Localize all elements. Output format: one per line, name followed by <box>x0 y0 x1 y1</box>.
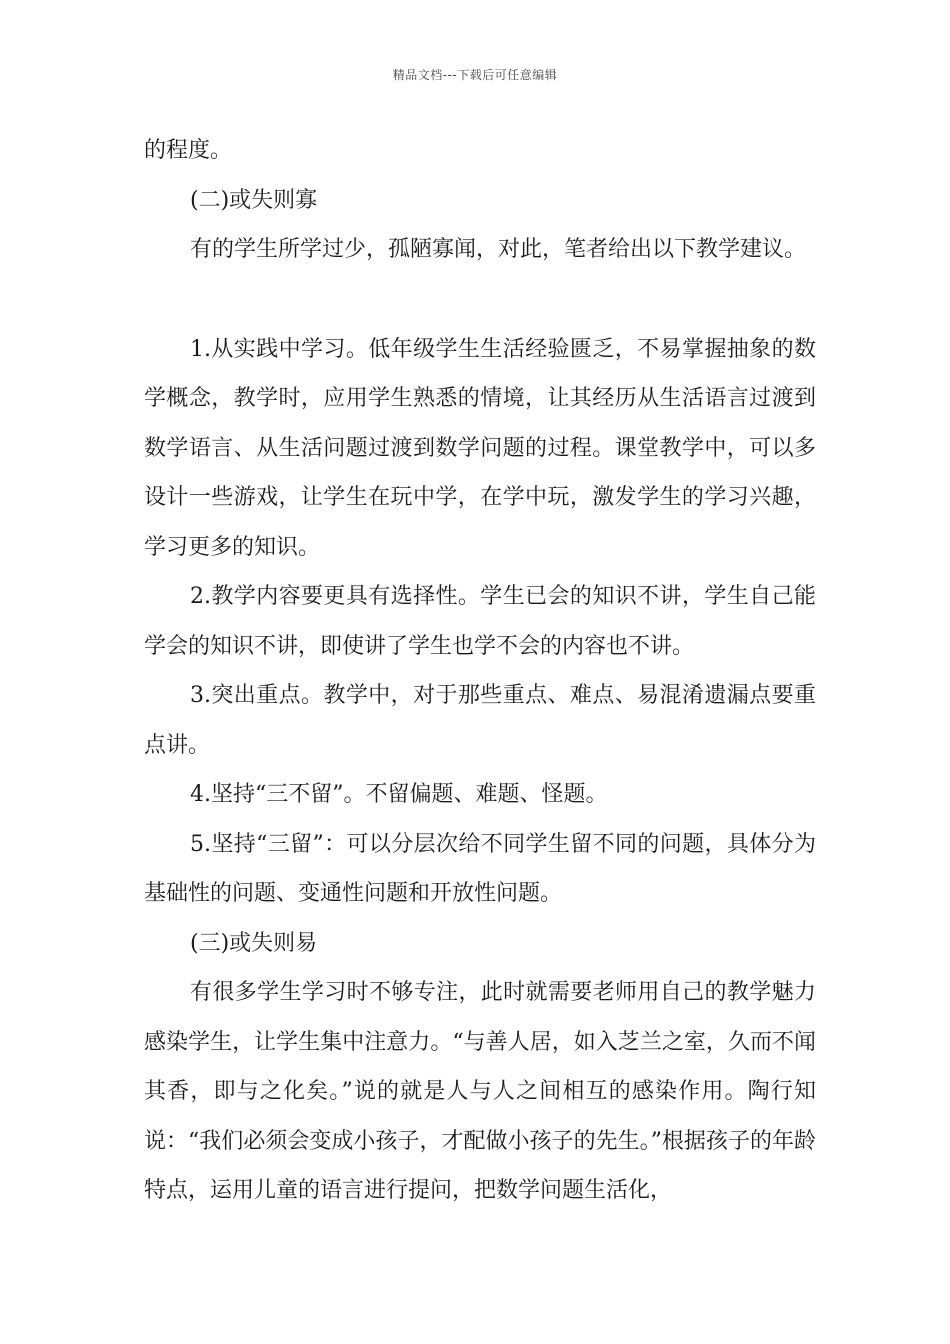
list-item-2: 2.教学内容要更具有选择性。学生已会的知识不讲，学生自己能学会的知识不讲，即使讲了学生也学不会的内容也不讲。 <box>144 584 816 659</box>
document-body <box>144 126 816 1216</box>
paragraph-intro: 有的学生所学过少，孤陋寡闻，对此，笔者给出以下教学建议。 <box>190 237 807 262</box>
list-item-4: 4.坚持“三不留”。不留偏题、难题、怪题。 <box>190 782 608 807</box>
list-item-5: 5.坚持“三留”：可以分层次给不同学生留不同的问题，具体分为基础性的问题、变通性问题和开放性问题。 <box>144 831 816 906</box>
list-item-1: 1.从实践中学习。低年级学生生活经验匮乏，不易掌握抽象的数学概念，教学时，应用学生熟悉的情境，让其经历从生活语言过渡到数学语言、从生活问题过渡到数学问题的过程。课堂教学中，可以多设计一些游戏，让学生在玩中学，在学中玩，激发学生的学习兴趣，学习更多的知识。 <box>144 336 816 560</box>
list-item-3: 3.突出重点。教学中，对于那些重点、难点、易混淆遗漏点要重点讲。 <box>144 683 816 758</box>
page-header: 精品文档---下载后可任意编辑 <box>392 68 558 82</box>
paragraph-gap <box>144 275 816 325</box>
section-heading-2: (二)或失则寡 <box>190 187 318 213</box>
paragraph-body: 有很多学生学习时不够专注，此时就需要老师用自己的教学魅力感染学生，让学生集中注意力。“与善人居，如入芝兰之室，久而不闻其香，即与之化矣。”说的就是人与人之间相互的感染作用。陶行知说：“我们必须会变成小孩子，才配做小孩子的先生。”根据孩子的年龄特点，运用儿童的语言进行提问，把数学问题生活化， <box>144 980 816 1203</box>
section-heading-3: (三)或失则易 <box>190 930 318 956</box>
paragraph-continuation: 的程度。 <box>144 138 233 163</box>
